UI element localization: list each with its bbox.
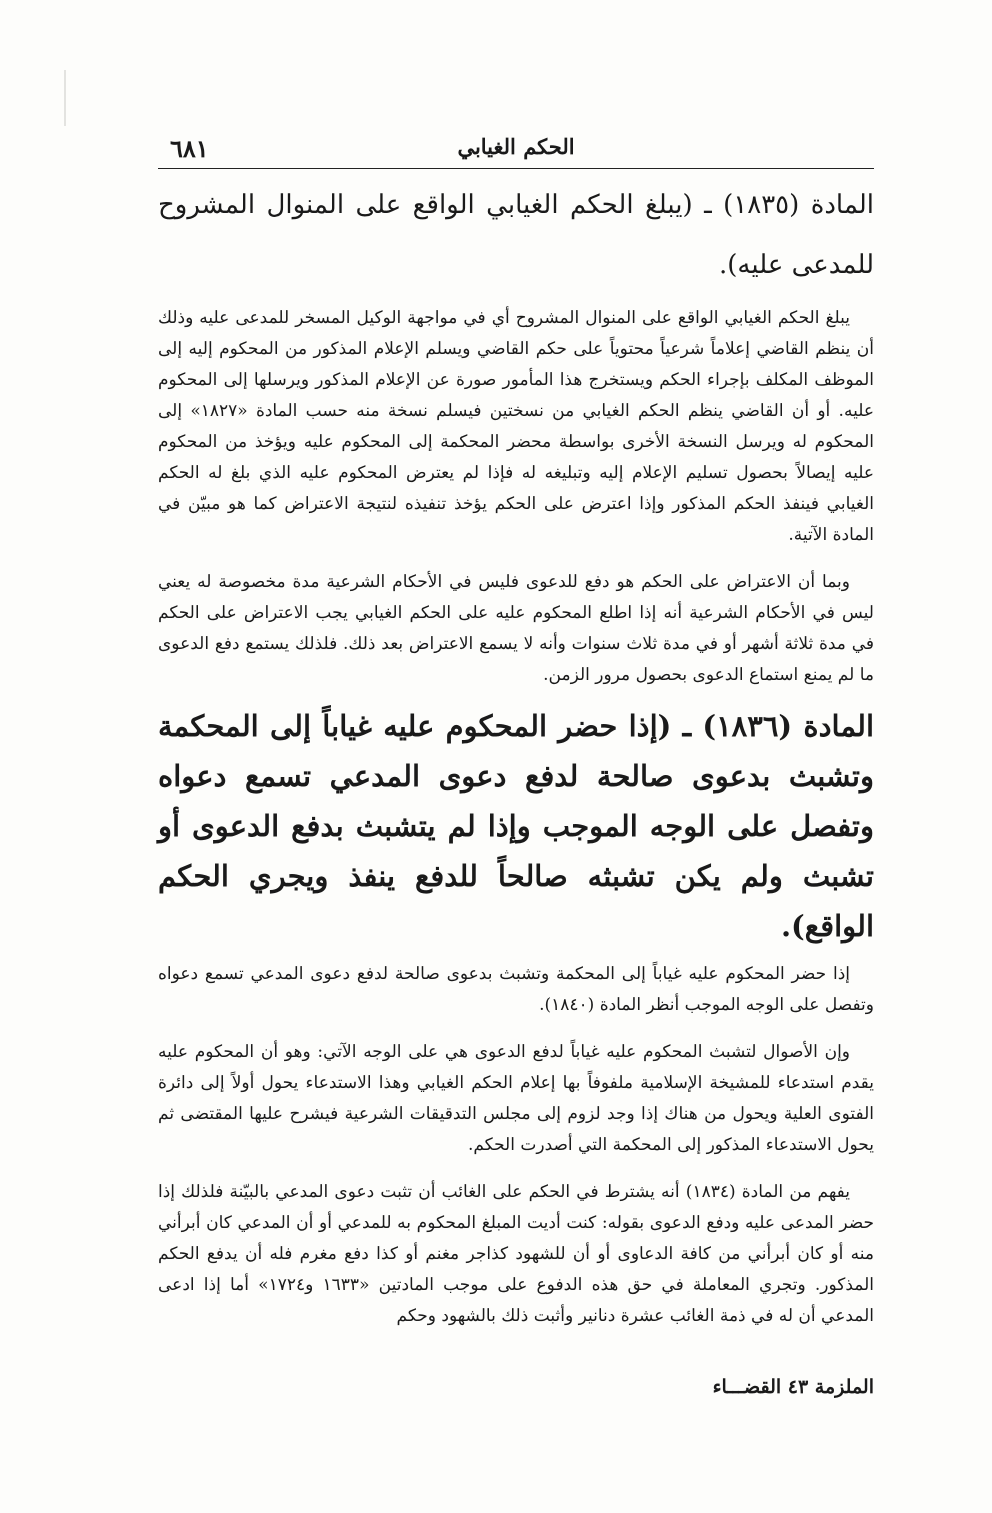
article-1835-heading: المادة (١٨٣٥) ـ (يبلغ الحكم الغيابي الواقع على المنوال المشروح للمدعى عليه).	[158, 190, 874, 280]
commentary-paragraph: وإن الأصوال لتشبث المحكوم عليه غياباً لدفع الدعوى هي على الوجه الآتي: وهو أن المحكوم عليه يقدم استدعاء للمشيخة الإسلامية ملفوفاً بها إعلام الحكم الغيابي وهذا الاستدعاء يحول أولاً إلى دائرة الفتوى العلية ويحول من هناك إذا وجد لزوم إلى مجلس التدقيقات الشرعية فيشرح عليها المقتضى ثم يحول الاستدعاء المذكور إلى المحكمة التي أصدرت الحكم.	[158, 1042, 874, 1155]
scan-margin-mark	[64, 70, 66, 126]
commentary-paragraph: يبلغ الحكم الغيابي الواقع على المنوال المشروح أي في مواجهة الوكيل المسخر للمدعى عليه وذلك أن ينظم القاضي إعلاماً شرعياً محتوياً على حكم القاضي ويسلم الإعلام المذكور من المحكوم إليه إلى الموظف المكلف بإجراء الحكم ويستخرج هذا المأمور صورة عن الإعلام المذكور ويرسلها إلى المحكوم عليه. أو أن القاضي ينظم الحكم الغيابي من نسختين فيسلم نسخة منه حسب المادة «١٨٢٧» إلى المحكوم له ويرسل النسخة الأخرى بواسطة محضر المحكمة إلى المحكوم عليه ويؤخذ من المحكوم عليه إيصالاً بحصول تسليم الإعلام إليه وتبليغه له فإذا لم يعترض المحكوم عليه الذي بلغ له الحكم الغيابي فينفذ الحكم المذكور وإذا اعترض على الحكم يؤخذ تنفيذه لنتيجة الاعتراض كما هو مبيّن في المادة الآتية.	[158, 308, 874, 545]
page-header	[158, 128, 874, 169]
article-1836-heading: المادة (١٨٣٦) ـ (إذا حضر المحكوم عليه غياباً إلى المحكمة وتشبث بدعوى صالحة لدفع دعوى المدعي تسمع دعواه وتفصل على الوجه الموجب وإذا لم يتشبث بدفع الدعوى أو تشبث ولم يكن تشبثه صالحاً للدفع ينفذ ويجري الحكم الواقع).	[158, 709, 875, 943]
running-title: الحكم الغيابي	[457, 134, 575, 159]
book-page	[158, 128, 875, 1398]
commentary-paragraph: يفهم من المادة (١٨٣٤) أنه يشترط في الحكم على الغائب أن تثبت دعوى المدعي بالبيّنة فلذلك إذا حضر المدعى عليه ودفع الدعوى بقوله: كنت أديت المبلغ المحكوم به للمدعي أو أن المدعي كان أبرأني منه أو كان أبرأني من كافة الدعاوى أو أن للشهود كذاجر مغنم أو كذا دفع مغرم فله أن يدفع الحكم المذكور. وتجري المعاملة في حق هذه الدفوع على موجب المادتين «١٦٣٣ و١٧٢٤» أما إذا ادعى المدعي أن له في ذمة الغائب عشرة دنانير وأثبت ذلك بالشهود وحكم	[158, 1182, 874, 1326]
commentary-paragraph: وبما أن الاعتراض على الحكم هو دفع للدعوى فليس في الأحكام الشرعية مدة مخصوصة له يعني ليس في الأحكام الشرعية أنه إذا اطلع المحكوم عليه على الحكم الغيابي يجب الاعتراض على الحكم في مدة ثلاثة أشهر أو في مدة ثلاث سنوات وأنه لا يسمع الاعتراض بعد ذلك. فلذلك يستمع دفع الدعوى ما لم يمنع استماع الدعوى بحصول مرور الزمن.	[158, 572, 874, 685]
page-number: ٦٨١	[170, 134, 209, 163]
signature-mark: الملزمة ٤٣ القضـــاء	[712, 1376, 874, 1398]
commentary-paragraph: إذا حضر المحكوم عليه غياباً إلى المحكمة وتشبث بدعوى صالحة لدفع دعوى المدعي تسمع دعواه وتفصل على الوجه الموجب أنظر المادة (١٨٤٠).	[158, 964, 874, 1015]
